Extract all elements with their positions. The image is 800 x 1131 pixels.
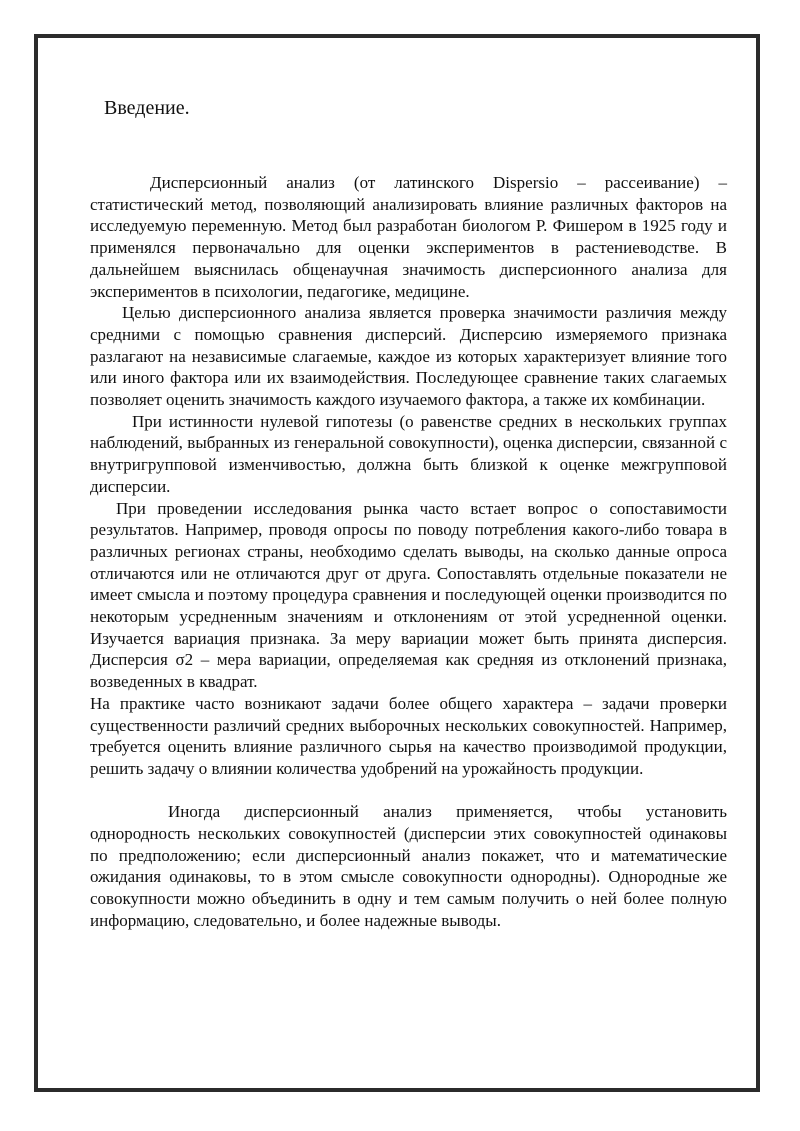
document-body: [90, 172, 727, 932]
paragraph-practice: На практике часто возникают задачи более общего характера – задачи проверки существенности различий средних выборочных нескольких совокупностей. Например, требуется оценить влияние различного сырья на качество производимой продукции, решить задачу о влиянии количества удобрений на урожайность продукции.: [90, 693, 727, 778]
page-title: Введение.: [104, 97, 190, 119]
paragraph-goal: Целью дисперсионного анализа является проверка значимости различия между средними с помощью сравнения дисперсий. Дисперсию измеряемого признака разлагают на независимые слагаемые, каждое из которых характеризует влияние того или иного фактора или их взаимодействия. Последующее сравнение таких слагаемых позволяет оценить значимость каждого изучаемого фактора, а также их комбинации.: [90, 303, 727, 410]
paragraph-homogeneity: Иногда дисперсионный анализ применяется, чтобы установить однородность нескольких совокупностей (дисперсии этих совокупностей одинаковы по предположению; если дисперсионный анализ покажет, что и математические ожидания одинаковы, то в этом смысле совокупности однородны). Однородные же совокупности можно объединить в одну и тем самым получить о ней более полную информацию, следовательно, и более надежные выводы.: [90, 802, 727, 930]
paragraph-definition: Дисперсионный анализ (от латинского Dispersio – рассеивание) – статистический метод, позволяющий анализировать влияние различных факторов на исследуемую переменную. Метод был разработан биологом Р. Фишером в 1925 году и применялся первоначально для оценки экспериментов в растениеводстве. В дальнейшем выяснилась общенаучная значимость дисперсионного анализа для экспериментов в психологии, педагогике, медицине.: [90, 173, 727, 301]
paragraph-null-hypothesis: При истинности нулевой гипотезы (о равенстве средних в нескольких группах наблюдений, выбранных из генеральной совокупности), оценка дисперсии, связанной с внутригрупповой изменчивостью, должна быть близкой к оценке межгрупповой дисперсии.: [90, 411, 727, 496]
paragraph-market-research: При проведении исследования рынка часто встает вопрос о сопоставимости результатов. Например, проводя опросы по поводу потребления какого-либо товара в различных регионах страны, необходимо сделать выводы, на сколько данные опроса отличаются или не отличаются друг от друга. Сопоставлять отдельные показатели не имеет смысла и поэтому процедура сравнения и последующей оценки производится по некоторым усредненным значениям и отклонениям от этой усредненной оценки. Изучается вариация признака. За меру вариации может быть принята дисперсия. Дисперсия σ2 – мера вариации, определяемая как средняя из отклонений признака, возведенных в квадрат.: [90, 498, 727, 692]
